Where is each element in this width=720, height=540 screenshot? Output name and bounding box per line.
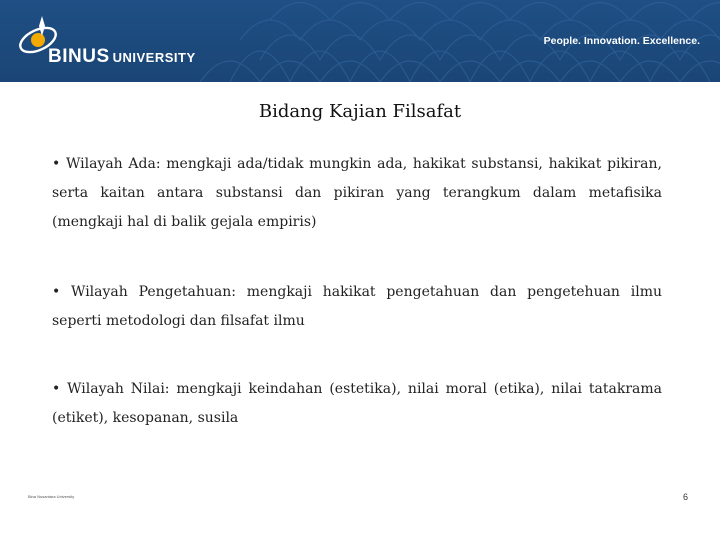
binus-logo (14, 12, 214, 72)
tagline: People. Innovation. Excellence. (543, 35, 700, 47)
footer-copyright: Bina Nusantara University (28, 494, 75, 499)
bullet-wilayah-nilai: • Wilayah Nilai: mengkaji keindahan (estetika), nilai moral (etika), nilai tatakrama (etiket), kesopanan, susila (52, 381, 662, 426)
logo-wordmark (48, 46, 196, 68)
bullet-wilayah-ada: • Wilayah Ada: mengkaji ada/tidak mungkin ada, hakikat substansi, hakikat pikiran, serta kaitan antara substansi dan pikiran yang terangkum dalam metafisika (mengkaji hal di balik gejala empiris) (52, 156, 662, 230)
page-number: 6 (682, 492, 688, 502)
slide-title: Bidang Kajian Filsafat (258, 101, 462, 122)
bullet-wilayah-pengetahuan: • Wilayah Pengetahuan: mengkaji hakikat pengetahuan dan pengetehuan ilmu seperti metodologi dan filsafat ilmu (52, 284, 662, 329)
logo-binus-text: BINUS (48, 46, 110, 67)
logo-university-text: UNIVERSITY (112, 50, 196, 65)
header-banner (0, 0, 720, 82)
